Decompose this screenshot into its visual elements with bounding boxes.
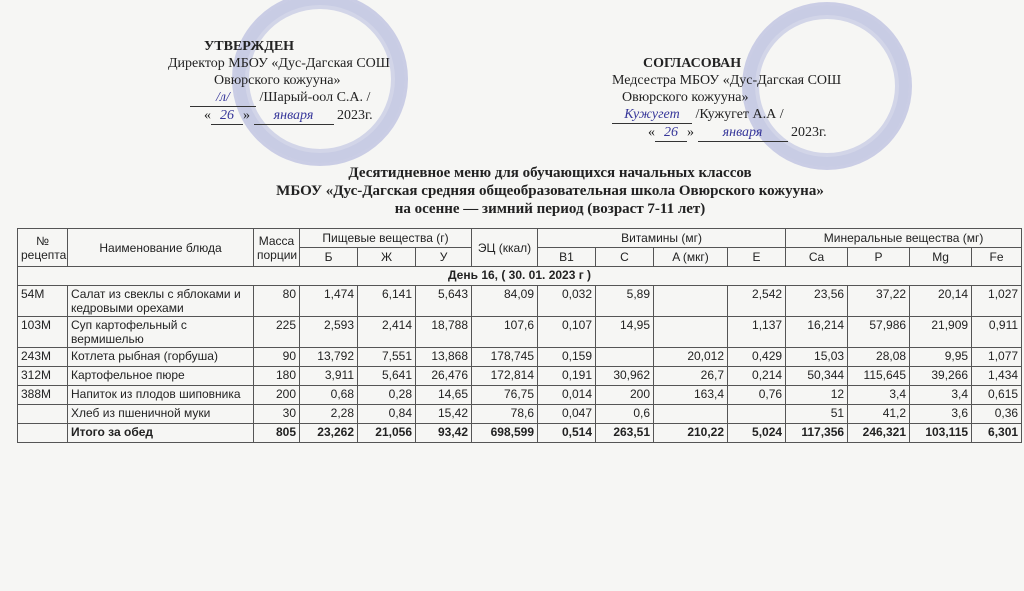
title-line2: МБОУ «Дус-Дагская средняя общеобразовательная школа Овюрского кожууна»: [276, 183, 824, 199]
day-label: День 16, ( 30. 01. 2023 г ): [18, 267, 1022, 286]
value-cell: 6,301: [972, 424, 1022, 443]
header-vitamins: Витамины (мг): [538, 229, 786, 248]
header-ca: Ca: [786, 248, 848, 267]
value-cell: 117,356: [786, 424, 848, 443]
value-cell: 30,962: [596, 367, 654, 386]
header-b1: B1: [538, 248, 596, 267]
header-b: Б: [300, 248, 358, 267]
value-cell: 9,95: [910, 348, 972, 367]
value-cell: 76,75: [472, 386, 538, 405]
dish-name: Суп картофельный с вермишелью: [68, 317, 254, 348]
header-a: A (мкг): [654, 248, 728, 267]
header-energy: ЭЦ (ккал): [472, 229, 538, 267]
value-cell: 2,414: [358, 317, 416, 348]
value-cell: 103,115: [910, 424, 972, 443]
header-fe: Fe: [972, 248, 1022, 267]
value-cell: 12: [786, 386, 848, 405]
recipe-number: 54М: [18, 286, 68, 317]
value-cell: 21,909: [910, 317, 972, 348]
value-cell: 1,077: [972, 348, 1022, 367]
value-cell: 57,986: [848, 317, 910, 348]
value-cell: 0,514: [538, 424, 596, 443]
value-cell: 41,2: [848, 405, 910, 424]
value-cell: 23,262: [300, 424, 358, 443]
value-cell: 263,51: [596, 424, 654, 443]
value-cell: 0,68: [300, 386, 358, 405]
approval-signature: /л/: [216, 90, 230, 105]
value-cell: 13,792: [300, 348, 358, 367]
value-cell: 0,28: [358, 386, 416, 405]
value-cell: [654, 286, 728, 317]
value-cell: 225: [254, 317, 300, 348]
value-cell: 14,95: [596, 317, 654, 348]
value-cell: 246,321: [848, 424, 910, 443]
value-cell: 15,03: [786, 348, 848, 367]
value-cell: 1,434: [972, 367, 1022, 386]
value-cell: 200: [254, 386, 300, 405]
value-cell: 1,474: [300, 286, 358, 317]
dish-name: Котлета рыбная (горбуша): [68, 348, 254, 367]
value-cell: 180: [254, 367, 300, 386]
value-cell: 3,4: [910, 386, 972, 405]
value-cell: 5,024: [728, 424, 786, 443]
value-cell: 20,012: [654, 348, 728, 367]
value-cell: 39,266: [910, 367, 972, 386]
value-cell: 0,429: [728, 348, 786, 367]
approval-line2: Овюрского кожууна»: [214, 73, 341, 88]
recipe-number: 388М: [18, 386, 68, 405]
value-cell: 115,645: [848, 367, 910, 386]
dish-name: Картофельное пюре: [68, 367, 254, 386]
agreement-date-day: 26: [655, 124, 687, 142]
recipe-number: 243М: [18, 348, 68, 367]
value-cell: 2,542: [728, 286, 786, 317]
value-cell: 0,159: [538, 348, 596, 367]
value-cell: 805: [254, 424, 300, 443]
recipe-number: 312М: [18, 367, 68, 386]
value-cell: 20,14: [910, 286, 972, 317]
approval-date-month: января: [254, 107, 334, 125]
menu-table: [17, 228, 1022, 443]
value-cell: 698,599: [472, 424, 538, 443]
value-cell: 0,76: [728, 386, 786, 405]
recipe-number: [18, 405, 68, 424]
value-cell: 3,4: [848, 386, 910, 405]
value-cell: 15,42: [416, 405, 472, 424]
value-cell: 93,42: [416, 424, 472, 443]
value-cell: 2,593: [300, 317, 358, 348]
value-cell: [728, 405, 786, 424]
value-cell: 2,28: [300, 405, 358, 424]
value-cell: 28,08: [848, 348, 910, 367]
value-cell: 0,032: [538, 286, 596, 317]
dish-name: Хлеб из пшеничной муки: [68, 405, 254, 424]
header-mass: Масса порции: [254, 229, 300, 267]
value-cell: [654, 317, 728, 348]
header-nutrients: Пищевые вещества (г): [300, 229, 472, 248]
value-cell: 26,476: [416, 367, 472, 386]
table-row: [18, 405, 1022, 424]
agreement-signature: Кужугет: [624, 107, 680, 122]
value-cell: 16,214: [786, 317, 848, 348]
document-title: [150, 164, 950, 218]
title-line3: на осенне — зимний период (возраст 7-11 лет): [394, 201, 706, 217]
value-cell: 50,344: [786, 367, 848, 386]
approval-heading: УТВЕРЖДЕН: [204, 39, 295, 54]
agreement-line2: Овюрского кожууна»: [622, 90, 749, 105]
value-cell: 18,788: [416, 317, 472, 348]
value-cell: 0,014: [538, 386, 596, 405]
value-cell: 5,89: [596, 286, 654, 317]
table-row: [18, 348, 1022, 367]
table-row: [18, 386, 1022, 405]
value-cell: 21,056: [358, 424, 416, 443]
dish-name: Напиток из плодов шиповника: [68, 386, 254, 405]
approval-block: УТВЕРЖДЕН Директор МБОУ «Дус-Дагская СОШ Овюрского кожууна» /л/ /Шарый-оол С.А. / « 26 » января 2023г.: [168, 38, 418, 125]
value-cell: 23,56: [786, 286, 848, 317]
value-cell: 1,137: [728, 317, 786, 348]
dish-name: Салат из свеклы с яблоками и кедровыми орехами: [68, 286, 254, 317]
value-cell: 80: [254, 286, 300, 317]
value-cell: 0,84: [358, 405, 416, 424]
value-cell: 0,615: [972, 386, 1022, 405]
value-cell: 0,911: [972, 317, 1022, 348]
value-cell: 84,09: [472, 286, 538, 317]
table-row: [18, 286, 1022, 317]
agreement-heading: СОГЛАСОВАН: [643, 56, 742, 71]
table-row: [18, 317, 1022, 348]
value-cell: 51: [786, 405, 848, 424]
value-cell: 3,6: [910, 405, 972, 424]
title-line1: Десятидневное меню для обучающихся начальных классов: [348, 165, 752, 181]
value-cell: 13,868: [416, 348, 472, 367]
header-zh: Ж: [358, 248, 416, 267]
value-cell: 5,641: [358, 367, 416, 386]
value-cell: 0,36: [972, 405, 1022, 424]
value-cell: 210,22: [654, 424, 728, 443]
agreement-name: /Кужугет А.А /: [695, 107, 784, 122]
value-cell: 0,047: [538, 405, 596, 424]
value-cell: 7,551: [358, 348, 416, 367]
value-cell: 1,027: [972, 286, 1022, 317]
recipe-number: 103М: [18, 317, 68, 348]
header-recipe: № рецепта: [18, 229, 68, 267]
approval-name: /Шарый-оол С.А. /: [259, 90, 371, 105]
header-u: У: [416, 248, 472, 267]
value-cell: 172,814: [472, 367, 538, 386]
approval-date-year: 2023г.: [337, 108, 373, 123]
value-cell: 0,214: [728, 367, 786, 386]
value-cell: [654, 405, 728, 424]
value-cell: 26,7: [654, 367, 728, 386]
agreement-date-month: января: [698, 124, 788, 142]
value-cell: 5,643: [416, 286, 472, 317]
header-e: E: [728, 248, 786, 267]
value-cell: 200: [596, 386, 654, 405]
value-cell: 0,107: [538, 317, 596, 348]
value-cell: 107,6: [472, 317, 538, 348]
value-cell: 30: [254, 405, 300, 424]
value-cell: 78,6: [472, 405, 538, 424]
value-cell: 163,4: [654, 386, 728, 405]
approval-line1: Директор МБОУ «Дус-Дагская СОШ: [168, 56, 390, 71]
agreement-line1: Медсестра МБОУ «Дус-Дагская СОШ: [612, 73, 842, 88]
header-mg: Mg: [910, 248, 972, 267]
total-row: [18, 424, 1022, 443]
header-dish: Наименование блюда: [68, 229, 254, 267]
value-cell: 6,141: [358, 286, 416, 317]
recipe-number: [18, 424, 68, 443]
value-cell: 3,911: [300, 367, 358, 386]
value-cell: 90: [254, 348, 300, 367]
value-cell: 178,745: [472, 348, 538, 367]
value-cell: 0,6: [596, 405, 654, 424]
value-cell: 14,65: [416, 386, 472, 405]
header-c: C: [596, 248, 654, 267]
approval-date-day: 26: [211, 107, 243, 125]
value-cell: [596, 348, 654, 367]
dish-name: Итого за обед: [68, 424, 254, 443]
agreement-date-year: 2023г.: [791, 125, 827, 140]
value-cell: 0,191: [538, 367, 596, 386]
agreement-block: СОГЛАСОВАН Медсестра МБОУ «Дус-Дагская СОШ Овюрского кожууна» Кужугет /Кужугет А.А / « 26 » января 2023г.: [612, 55, 892, 142]
header-minerals: Минеральные вещества (мг): [786, 229, 1022, 248]
value-cell: 37,22: [848, 286, 910, 317]
header-p: P: [848, 248, 910, 267]
table-row: [18, 367, 1022, 386]
